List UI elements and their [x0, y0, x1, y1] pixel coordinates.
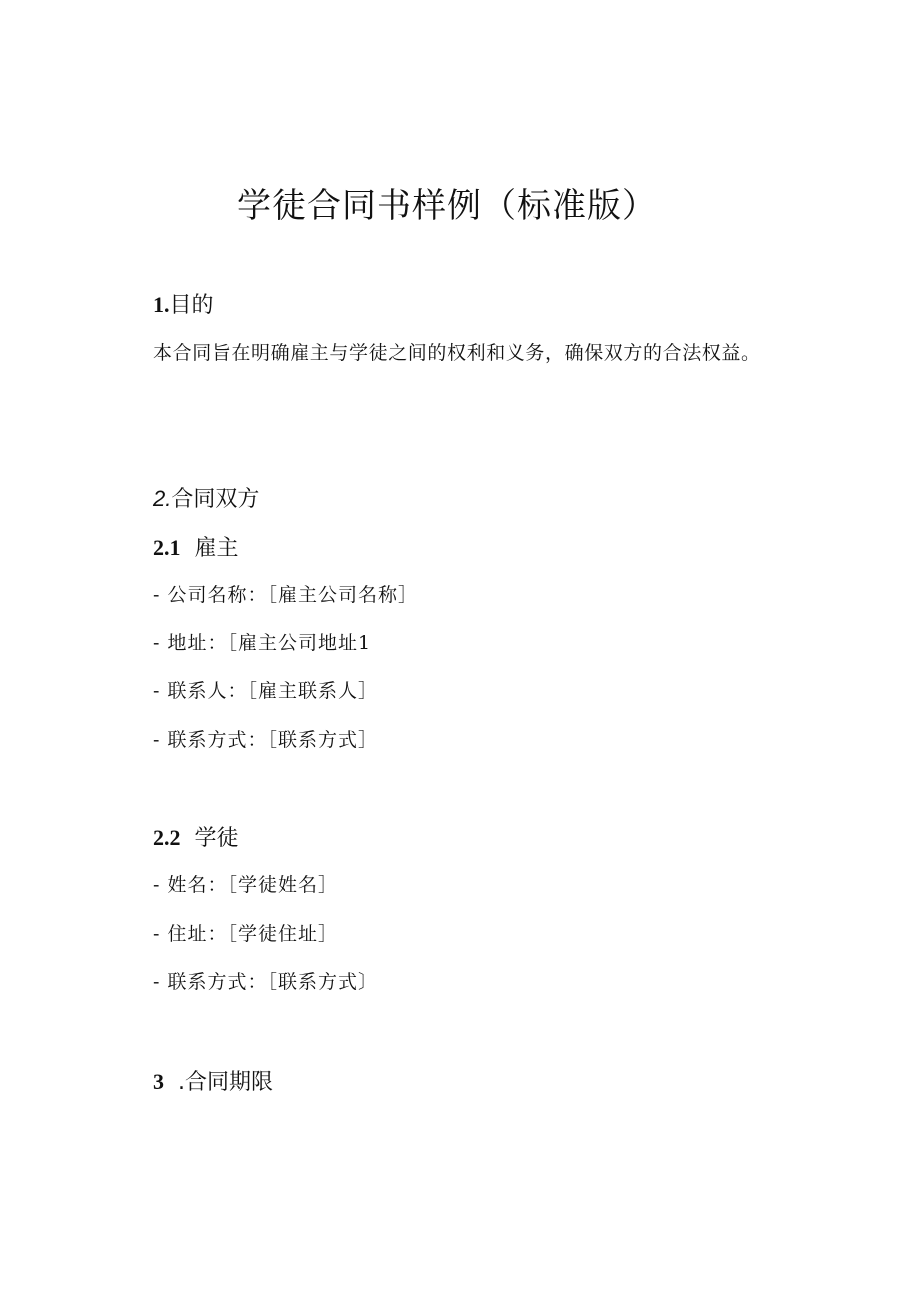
- employer-contact-person: - 联系人：［雇主联系人］: [153, 680, 378, 702]
- apprentice-contact-info: - 联系方式：［联系方式〕: [153, 971, 378, 993]
- section-1-number: 1.: [153, 292, 170, 317]
- section-2-1-heading: [153, 531, 239, 562]
- section-2-title: 合同双方: [171, 487, 260, 512]
- apprentice-address: - 住址：［学徒住址］: [153, 923, 338, 945]
- employer-company-name: - 公司名称：［雇主公司名称］: [153, 584, 418, 606]
- section-2-2-heading: [153, 821, 239, 852]
- section-1-paragraph: 本合同旨在明确雇主与学徒之间的权利和义务，确保双方的合法权益。: [153, 342, 761, 364]
- employer-address: - 地址：［雇主公司地址1: [153, 632, 372, 654]
- section-2-2-title: 学徒: [194, 826, 239, 851]
- section-2-number: 2.: [153, 486, 172, 511]
- section-3-title: .合同期限: [178, 1070, 273, 1095]
- section-2-1-number: 2.1: [153, 535, 181, 560]
- section-1-heading: [153, 288, 214, 319]
- section-1-title: 目的: [169, 293, 214, 318]
- section-2-1-title: 雇主: [194, 536, 239, 561]
- section-3-heading: [153, 1065, 273, 1096]
- section-2-2-number: 2.2: [153, 825, 181, 850]
- document-title: 学徒合同书样例（标准版）: [237, 186, 657, 226]
- apprentice-name: - 姓名：［学徒姓名］: [153, 874, 338, 896]
- section-3-number: 3: [153, 1069, 164, 1094]
- section-2-heading: [153, 482, 259, 513]
- employer-contact-info: - 联系方式：［联系方式］: [153, 729, 378, 751]
